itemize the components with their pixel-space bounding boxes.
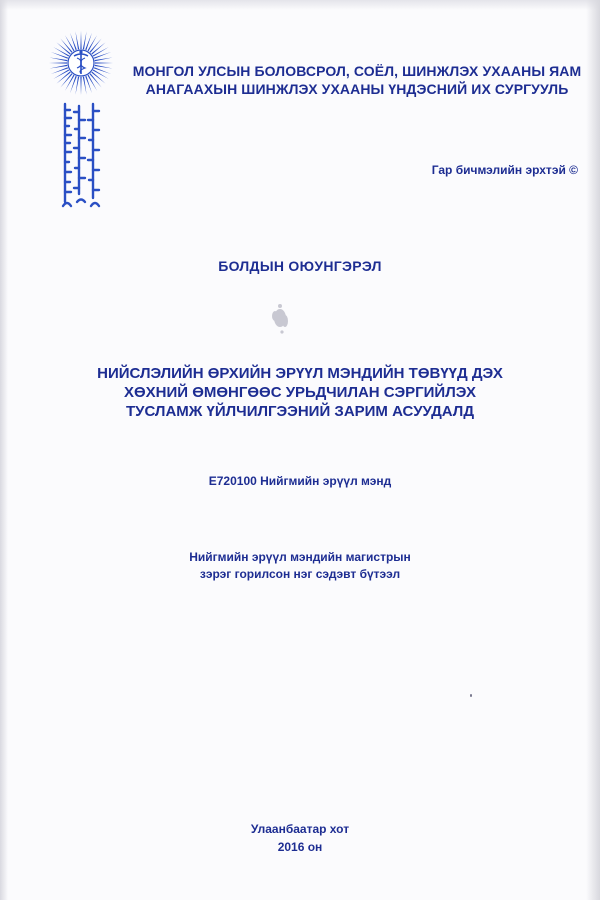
logo-ray [83, 77, 87, 95]
page-edge-shadow-right [586, 0, 600, 900]
logo-ray [85, 76, 92, 93]
logo-ray [53, 47, 69, 57]
city-line: Улаанбаатар хот [250, 822, 350, 836]
logo-ray [94, 67, 111, 74]
copyright-note: Гар бичмэлийн эрхтэй © [431, 163, 578, 177]
paper-speck [470, 694, 472, 697]
logo-ray [49, 57, 67, 61]
university-name: АНАГААХЫН ШИНЖЛЭХ УХААНЫ ҮНДЭСНИЙ ИХ СУРГУУЛЬ [145, 81, 569, 97]
logo-ray [65, 35, 75, 51]
logo-ray [87, 35, 97, 51]
title-line: НИЙСЛЭЛИЙН ӨРХИЙН ЭРҮҮЛ МЭНДИЙН ТӨВҮҮД ДЭХ [97, 365, 503, 382]
logo-ray [93, 47, 109, 57]
logo-ray [49, 62, 67, 63]
mongolian-script-name-icon [55, 102, 111, 212]
degree-line: зэрэг горилсон нэг сэдэвт бүтээл [199, 567, 401, 581]
logo-ray [70, 33, 77, 50]
logo-ray [80, 31, 81, 49]
title-line: ХӨХНИЙ ӨМӨНГӨӨС УРЬДЧИЛАН СЭРГИЙЛЭХ [123, 384, 477, 401]
institution-header [128, 62, 586, 98]
logo-ray [85, 33, 92, 50]
year-line: 2016 он [277, 840, 323, 854]
place-and-year [0, 820, 600, 856]
specialty-code: Е720100 Нийгмийн эрүүл мэнд [208, 474, 392, 488]
caduceus-sunburst-logo-icon [48, 30, 114, 96]
logo-ray [75, 31, 79, 49]
logo-ray [93, 69, 109, 79]
ink-smudge [262, 302, 298, 336]
logo-ray [53, 69, 69, 79]
logo-ray [49, 65, 67, 69]
degree-statement [0, 549, 600, 583]
thesis-title [40, 364, 560, 421]
page-edge-shadow-left [0, 0, 8, 900]
author-name: БОЛДЫН ОЮУНГЭРЭЛ [218, 258, 382, 274]
logo-ray [83, 31, 87, 49]
logo-ray [80, 77, 81, 95]
logo-ray [65, 75, 75, 91]
logo-ray [95, 62, 113, 63]
ministry-name: МОНГОЛ УЛСЫН БОЛОВСРОЛ, СОЁЛ, ШИНЖЛЭХ УХААНЫ ЯАМ [132, 63, 582, 79]
logo-ray [95, 57, 113, 61]
logo-ray [51, 52, 68, 59]
page-edge-shadow-top [0, 0, 600, 10]
logo-ray [87, 75, 97, 91]
logo-ray [95, 65, 113, 69]
degree-line: Нийгмийн эрүүл мэндийн магистрын [189, 550, 411, 564]
logo-ray [51, 67, 68, 74]
logo-ray [70, 76, 77, 93]
title-line: ТУСЛАМЖ ҮЙЛЧИЛГЭЭНИЙ ЗАРИМ АСУУДАЛД [125, 403, 475, 420]
logo-ray [94, 52, 111, 59]
logo-ray [75, 77, 79, 95]
